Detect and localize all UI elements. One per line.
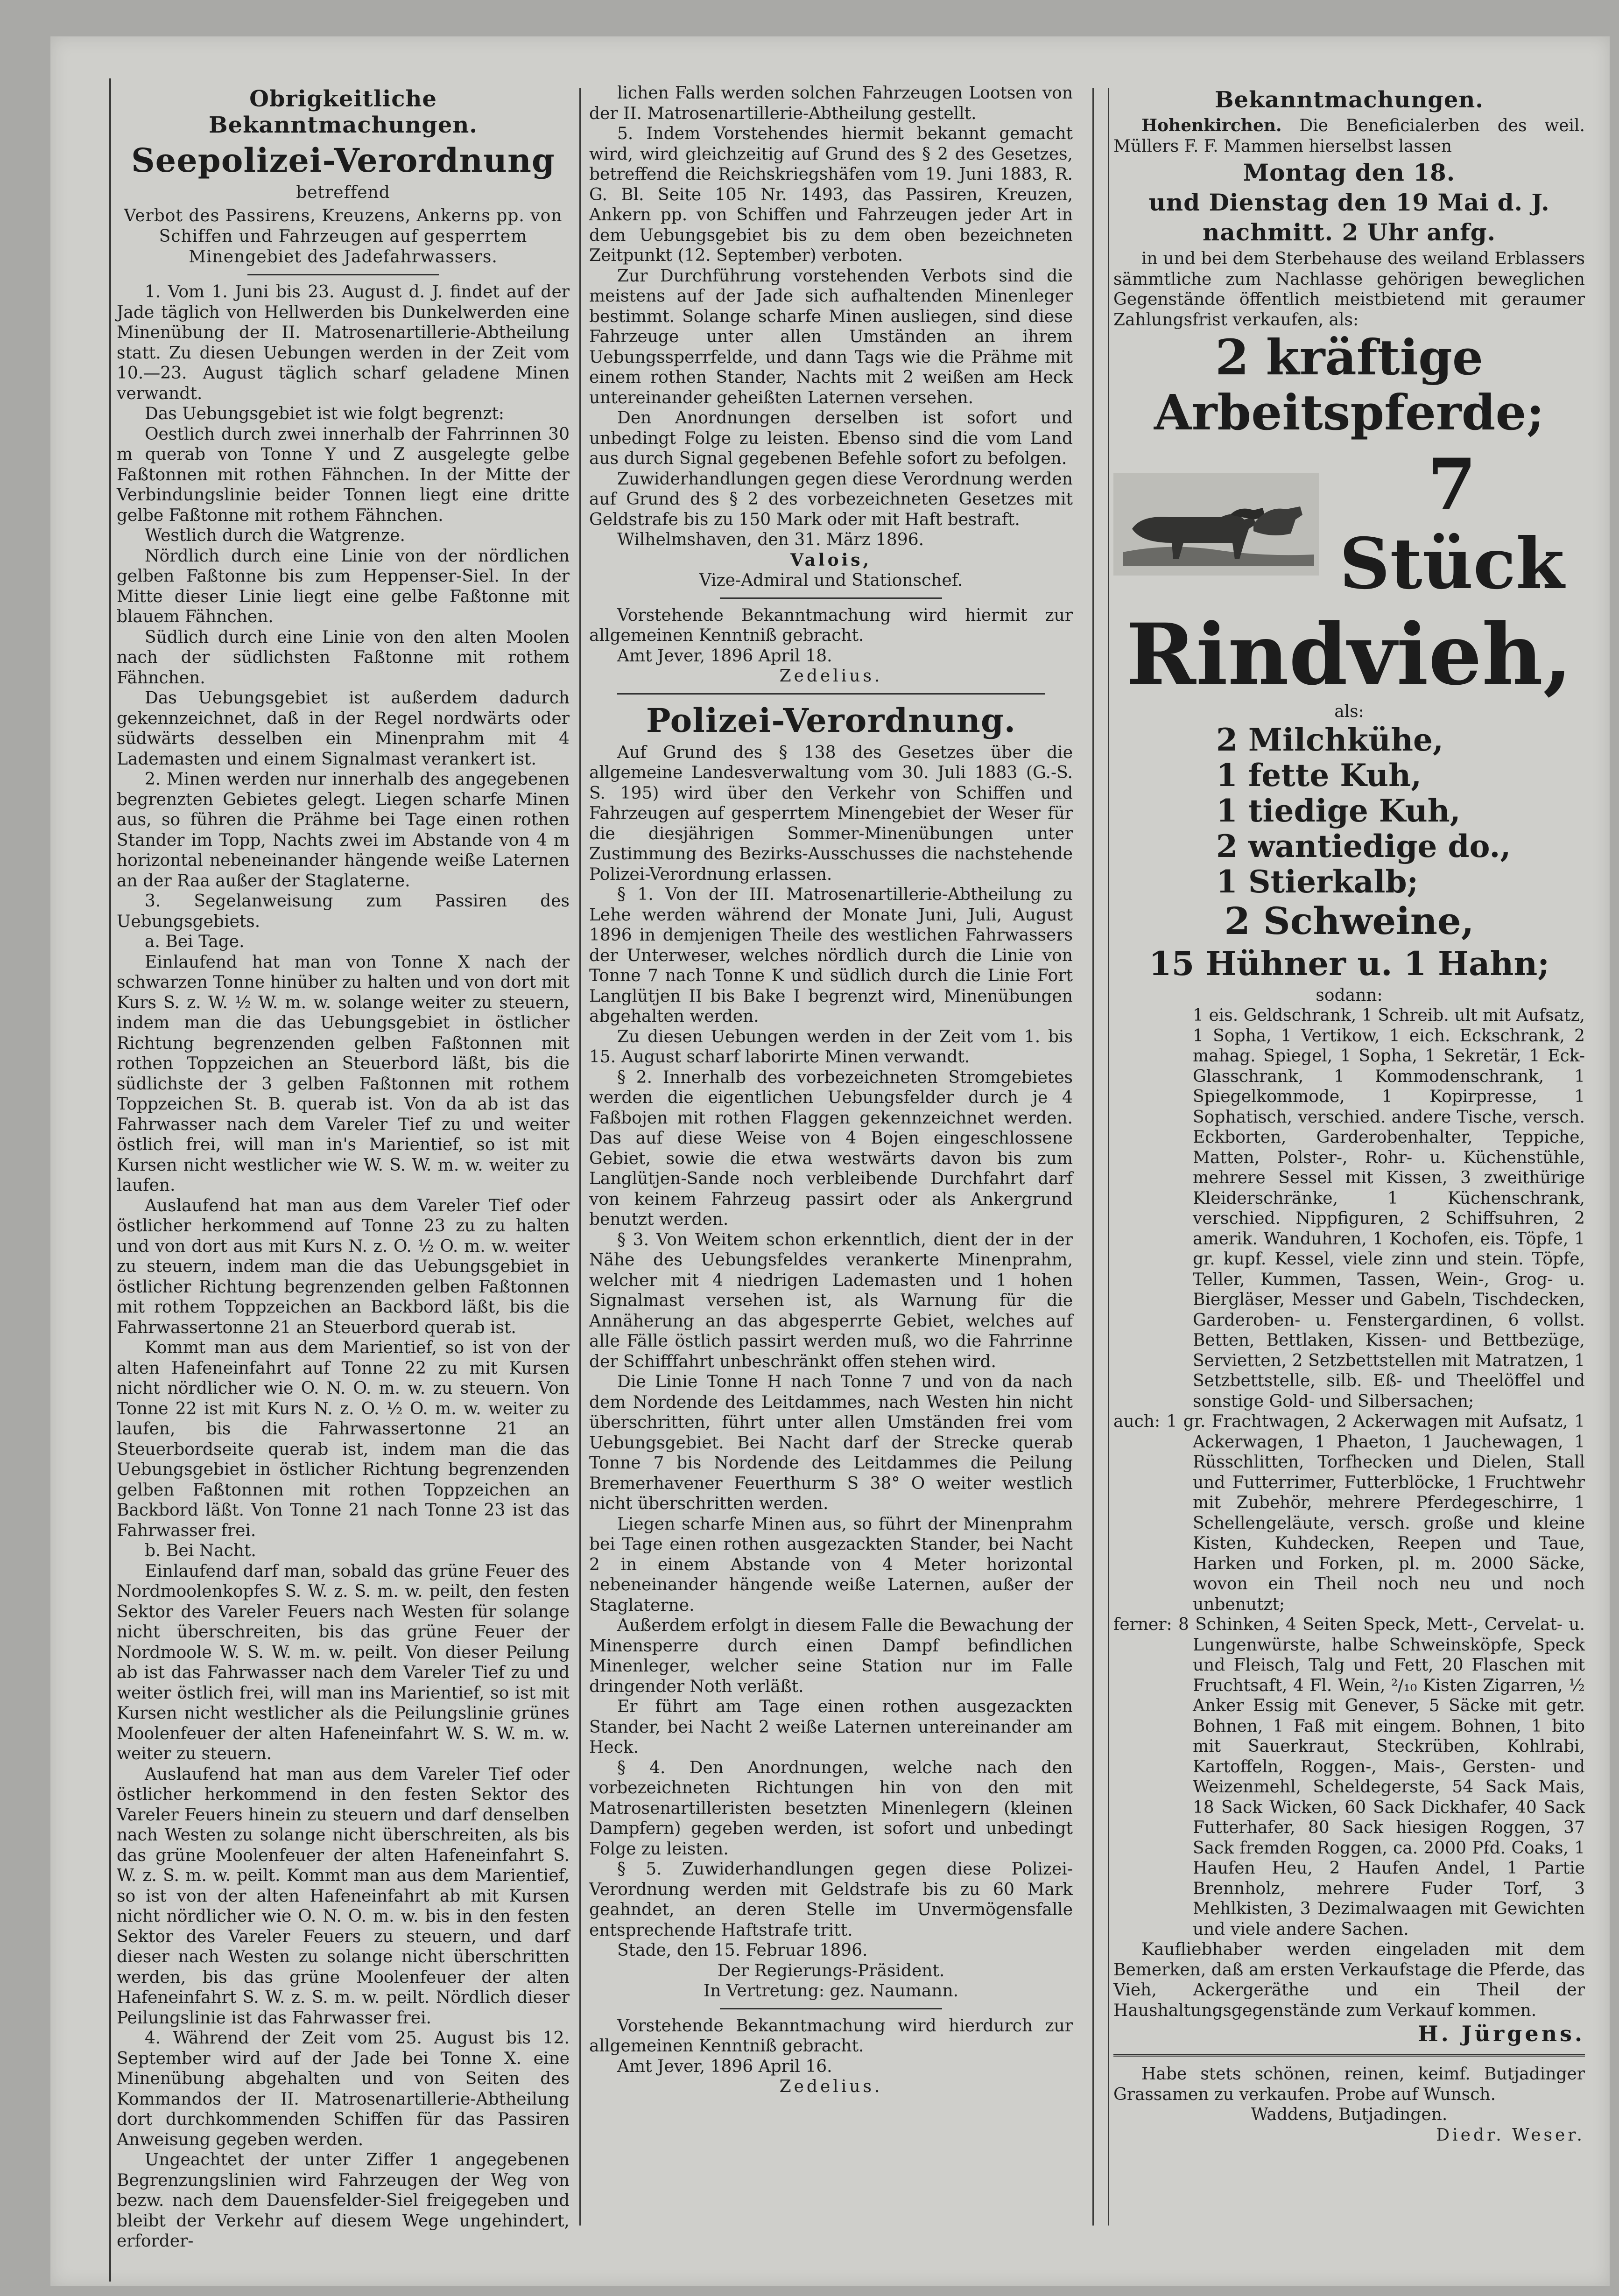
auch-label: auch: <box>1113 1412 1161 1431</box>
column-rule-1 <box>579 88 581 2226</box>
signer-name: Valois, <box>790 550 872 570</box>
seed-ad-text: Habe stets schönen, reinen, keimf. Butjadinger Grassamen zu verkaufen. Probe auf Wunsch. <box>1113 2064 1585 2104</box>
paragraph: 2. Minen werden nur innerhalb des angegebenen begrenzten Gebietes gelegt. Liegen scharfe Minen aus, so führen die Prähme bei Tage einen rothen Stander im Topp, Nachts zwei im Abstande von 4 m horizontal nebeneinander hängende weiße Laternen an der Raa außer der Staglaterne. <box>117 770 570 891</box>
seed-ad-place: Waddens, Butjadingen. <box>1251 2105 1448 2124</box>
paragraph: Südlich durch eine Linie von den alten Moolen nach der südlichsten Faßtonne mit rothem Fähnchen. <box>117 627 570 688</box>
ferner-text: 8 Schinken, 4 Seiten Speck, Mett-, Cervelat- u. Lungenwürste, halbe Schweinsköpfe, Speck und Fleisch, Talg und Fett, 20 Flaschen mit Fruchtsaft, 4 Fl. Wein, ²/₁₀ Kisten Zigarren, ½ Anker Essig mit Genever, 5 Säcke mit getr. Bohnen, 1 Faß mit eingem. Bohnen, 1 bito mit Sauerkraut, Steckrüben, Kohlrabi, Kartoffeln, Roggen-, Mais-, Gersten- und Weizenmehl, Scheldegerste, 54 Sack Mais, 18 Sack Wicken, 60 Sack Dickhafer, 40 Sack Futterhafer, 80 Sack hiesigen Roggen, 37 Sack fremden Roggen, ca. 2000 Pfd. Coaks, 1 Haufen Heu, 2 Haufen Andel, 1 Partie Brennholz, mehrere Fuder Torf, 3 Mehlkisten, 3 Dezimalwaagen mit Gewichten und viele andere Sachen. <box>1178 1615 1585 1939</box>
place-date: Stade, den 15. Februar 1896. <box>617 1941 868 1960</box>
office-signer: Zedelius. <box>779 2077 883 2096</box>
column-rule-left <box>109 78 111 2282</box>
notice-text: Vorstehende Bekanntmachung wird hierdurch zur allgemeinen Kenntniß gebracht. <box>589 2016 1073 2056</box>
paragraph: Kommt man aus dem Marientief, so ist von der alten Hafeneinfahrt auf Tonne 22 zu mit Kursen nicht nördlicher wie O. N. O. m. w. zu steuern. Von Tonne 22 ist mit Kurs N. z. O. ½ O. m. w. weiter zu laufen, bis die Fahrwassertonne 21 an Steuerbordseite querab ist, indem man die das Uebungsgebiet in östlicher Richtung begrenzenden gelben Faßtonnen mit rothen Toppzeichen an Backbord läßt. Von Tonne 21 nach Tonne 23 ist das Fahrwasser frei. <box>117 1338 570 1540</box>
paragraph: § 4. Den Anordnungen, welche nach den vorbezeichneten Richtungen hin von den mit Matrosenartilleristen besetzten Minenlegern (kleinen Dampfern) gegeben werden, ist sofort und unbedingt Folge zu leisten. <box>589 1758 1073 1859</box>
sodann-list: 1 eis. Geldschrank, 1 Schreib. ult mit Aufsatz, 1 Sopha, 1 Vertikow, 1 eich. Eckschrank, 2 mahag. Spiegel, 1 Sopha, 1 Sekretär, 1 Eck-Glasschrank, 1 Kommodenschrank, 1 Spiegelkommode, 1 Kopirpresse, 1 Sophatisch, verschied. andere Tische, versch. Eckborten, Garderobenhalter, Teppiche, Matten, Polster-, Rohr- u. Küchenstühle, mehrere Sessel mit Kissen, 3 zweithürige Kleiderschränke, 1 Küchenschrank, verschied. Nippfiguren, 2 Schiffsuhren, 2 amerik. Wanduhren, 1 Kochofen, eis. Töpfe, 1 gr. kupf. Kessel, viele zinn und stein. Töpfe, Teller, Kummen, Tassen, Wein-, Grog- u. Biergläser, Messer und Gabeln, Tischdecken, Garderoben- u. Fenstergardinen, 6 vollst. Betten, Bettlaken, Kissen- und Bettbezüge, Servietten, 2 Setzbettstellen mit Matratzen, 1 Setzbettstelle, silb. Eß- und Theelöffel und sonstige Gold- und Silbersachen; <box>1193 1006 1585 1411</box>
cattle-list-item: 1 tiedige Kuh, <box>1216 792 1461 829</box>
als-label: als: <box>1334 702 1364 721</box>
sodann-label: sodann: <box>1316 985 1383 1005</box>
divider <box>720 2008 942 2009</box>
paragraph: Oestlich durch zwei innerhalb der Fahrrinnen 30 m querab von Tonne Y und Z ausgelegte gelbe Faßtonnen mit rothen Fähnchen. In der Mitte der Verbindungslinie beider Tonnen liegt eine dritte gelbe Faßtonne mit rothem Fähnchen. <box>117 424 570 525</box>
paragraph: Den Anordnungen derselben ist sofort und unbedingt Folge zu leisten. Ebenso sind die vom Land aus durch Signal gegebenen Befehle sofort zu befolgen. <box>589 408 1073 468</box>
divider <box>720 597 942 599</box>
auch-list <box>1113 1411 1585 1615</box>
column-3 <box>1113 84 1585 2212</box>
headline-pigs: 2 Schweine, <box>1224 899 1474 943</box>
section-heading: Bekanntmachungen. <box>1215 87 1484 113</box>
cattle-row <box>1113 445 1585 604</box>
seed-ad-signer: Diedr. Weser. <box>1436 2125 1585 2145</box>
ordinance-subtitle-text: Verbot des Passirens, Kreuzens, Ankerns pp. von Schiffen und Fahrzeugen auf gesperrtem Minengebiet des Jadefahrwassers. <box>124 206 563 267</box>
paragraph: Einlaufend darf man, sobald das grüne Feuer des Nordmoolenkopfes S. W. z. S. m. w. peilt, den festen Sektor des Vareler Feuers nach Westen für solange nicht überschreiten, bis das grüne Feuer der Nordmoole W. S. W. m. w. peilt. Von dieser Peilung ab ist das Fahrwasser nach dem Vareler Tief zu und weiter östlich frei, will man ins Marientief, so ist mit Kursen nicht westlicher als die Peilungslinie grünes Moolenfeuer der alten Hafeneinfahrt W. S. W. m. w. weiter zu steuern. <box>117 1561 570 1763</box>
paragraph: Westlich durch die Watgrenze. <box>145 526 405 545</box>
section-heading: Obrigkeitliche Bekanntmachungen. <box>209 86 478 138</box>
paragraph: 4. Während der Zeit vom 25. August bis 12. September wird auf der Jade bei Tonne X. eine Minenübung abgehalten und von Seiten des Kommandos der II. Matrosenartillerie-Abtheilung dort durchkommenden Schiffen für das Passiren Anweisung gegeben werden. <box>117 2029 570 2149</box>
column-rule-2 <box>1092 88 1094 2226</box>
cattle-list-item: 2 Milchkühe, <box>1216 721 1443 758</box>
paragraph: 1. Vom 1. Juni bis 23. August d. J. findet auf der Jade täglich von Hellwerden bis Dunkelwerden eine Minenübung der II. Matrosenartillerie-Abtheilung statt. Zu diesen Uebungen werden in der Zeit vom 10.—23. August täglich scharf geladene Minen verwandt. <box>117 282 570 403</box>
ferner-list <box>1113 1615 1585 1939</box>
paragraph: Nördlich durch eine Linie von der nördlichen gelben Faßtonne bis zum Heppenser-Siel. In der Mitte dieser Linie liegt eine gelbe Faßtonne mit blauem Fähnchen. <box>117 546 570 626</box>
headline-horses-2: Arbeitspferde; <box>1154 384 1545 441</box>
headline-horses-1: 2 kräftige <box>1215 329 1483 386</box>
paragraph: a. Bei Tage. <box>145 932 245 951</box>
paragraph: Auslaufend hat man aus dem Vareler Tief oder östlicher herkommend in den festen Sektor des Vareler Feuers hinein zu steuern und darf denselben nach Westen zu solange nicht überschreiten, als bis das grüne Moolenfeuer der alten Hafeneinfahrt S. W. z. S. m. w. peilt. Kommt man aus dem Marientief, so ist von der alten Hafeneinfahrt ab mit Kursen nicht nördlicher wie O. N. O. m. w. bis in den festen Sektor des Vareler Feuers zu steuern, und darf dieser nach Westen zu solange nicht überschritten werden, bis das grüne Moolenfeuer der alten Hafeneinfahrt S. W. z. S. m. w. peilt. Nördlich dieser Peilungslinie ist das Fahrwasser frei. <box>117 1764 570 2028</box>
paragraph: Zuwiderhandlungen gegen diese Verordnung werden auf Grund des § 2 des vorbezeichneten Gesetzes mit Geldstrafe bis zu 150 Mark oder mit Haft bestraft. <box>589 469 1073 529</box>
paragraph: Auslaufend hat man aus dem Vareler Tief oder östlicher herkommend auf Tonne 23 zu zu halten und von dort aus mit Kurs N. z. O. ½ O. m. w. weiter zu steuern, indem man die das Uebungsgebiet in östlicher Richtung begrenzenden gelben Faßtonnen mit rothem Toppzeichen an Backbord läßt, bis die Fahrwassertonne 21 an Steuerbord querab ist. <box>117 1196 570 1337</box>
signer-title: Vize-Admiral und Stationschef. <box>699 571 963 590</box>
ferner-label: ferner: <box>1113 1615 1172 1634</box>
police-ordinance-body <box>589 743 1073 1941</box>
paragraph: 3. Segelanweisung zum Passiren des Uebungsgebiets. <box>117 892 570 931</box>
office-date: Amt Jever, 1896 April 16. <box>617 2057 832 2076</box>
paragraph: § 1. Von der III. Matrosenartillerie-Abtheilung zu Lehe werden während der Monate Juni, Juli, August 1896 in demjenigen Theile des westlichen Fahrwassers der Unterweser, welches nördlich durch die Linie von Tonne 7 nach Tonne K und südlich durch die Linie Fort Langlütjen II bis Bake I begrenzt wird, Minenübungen abgehalten werden. <box>589 885 1073 1026</box>
column-2 <box>589 83 1073 2207</box>
headline-poultry: 15 Hühner u. 1 Hahn; <box>1148 944 1550 983</box>
place-date: Wilhelmshaven, den 31. März 1896. <box>617 530 924 549</box>
paragraph: Einlaufend hat man von Tonne X nach der schwarzen Tonne hinüber zu halten und von dort mit Kurs S. z. W. ½ W. m. w. solange weiter zu steuern, indem man die das Uebungsgebiet in östlicher Richtung begrenzenden gelben Faßtonnen mit rothen Toppzeichen an Steuerbord läßt, bis die südlichste der 3 gelben Faßtonnen mit rothem Toppzeichen St. B. querab ist. Von da ab ist das Fahrwasser nach dem Vareler Tief zu und weiter östlich frei, will man in's Marientief, so ist mit Kursen nicht westlicher wie W. S. W. m. w. weiter zu laufen. <box>117 952 570 1195</box>
column-rule-3a <box>1108 88 1109 2226</box>
cattle-list <box>1113 722 1585 899</box>
cattle-list-item: 1 fette Kuh, <box>1216 757 1422 793</box>
paragraph: b. Bei Nacht. <box>145 1541 256 1560</box>
notice-text: Vorstehende Bekanntmachung wird hiermit zur allgemeinen Kenntniß gebracht. <box>589 605 1073 645</box>
column-1 <box>117 83 570 2251</box>
intro-place: Hohenkirchen. <box>1141 116 1282 135</box>
signer-name: In Vertretung: gez. Naumann. <box>703 1981 959 2001</box>
intro-text-2: in und bei dem Sterbehause des weiland Erblassers sämmtliche zum Nachlasse gehörigen beweglichen Gegenstände öffentlich meistbietend mit geraumer Zahlungsfrist verkaufen, als: <box>1113 249 1585 330</box>
paragraph: Zu diesen Uebungen werden in der Zeit vom 1. bis 15. August scharf laborirte Minen verwandt. <box>589 1027 1073 1067</box>
auch-text: 1 gr. Frachtwagen, 2 Ackerwagen mit Aufsatz, 1 Ackerwagen, 1 Phaeton, 1 Jauchewagen, 1 Rüsschlitten, Torfhecken und Dielen, Stall und Futterrimer, Futterblöcke, 1 Fruchtwehr mit Zubehör, mehrere Pferdegeschirre, 1 Schellengeläute, versch. große und kleine Kisten, Kuhdecken, Reepen und Taue, Harken und Forken, pl. m. 2000 Säcke, wovon ein Theil noch neu und noch unbenutzt; <box>1166 1412 1585 1614</box>
office-signer: Zedelius. <box>779 667 883 686</box>
intro-text: Die Beneficialerben des weil. Müllers F. F. Mammen hierselbst lassen <box>1113 116 1585 156</box>
ordinance-continued <box>589 83 1073 530</box>
cattle-list-item: 2 wantiedige do., <box>1216 828 1511 864</box>
closing-text: Kaufliebhaber werden eingeladen mit dem Bemerken, daß am ersten Verkaufstage die Pferde, das Vieh, Ackergeräthe und ein Theil der Haushaltungsgegenstände zum Verkauf kommen. <box>1113 1940 1585 2020</box>
paragraph: Ungeachtet der unter Ziffer 1 angegebenen Begrenzungslinien wird Fahrzeugen der Weg von bezw. nach dem Dauensfelder-Siel freigegeben und bleibt der Verkehr auf diesem Wege ungehindert, erforder- <box>117 2150 570 2251</box>
office-date: Amt Jever, 1896 April 18. <box>617 646 832 666</box>
police-ordinance-title: Polizei-Verordnung. <box>646 701 1016 740</box>
paragraph: Er führt am Tage einen rothen ausgezackten Stander, bei Nacht 2 weiße Laternen untereinander am Heck. <box>589 1697 1073 1757</box>
paragraph: Zur Durchführung vorstehenden Verbots sind die meistens auf der Jade sich aufhaltenden Minenleger bestimmt. Solange scharfe Minen ausliegen, sind diese Fahrzeuge unter allen Umständen an ihrem Uebungssperrfelde, und dann Tags wie die Prähme mit einem rothen Stander, Nachts mit 2 weißen am Heck untereinander geheißten Laternen versehen. <box>589 266 1073 407</box>
divider <box>247 274 439 275</box>
paragraph: Außerdem erfolgt in diesem Falle die Bewachung der Minensperre durch einen Dampf befindlichen Minenleger, welcher seine Station nur im Falle dringender Noth verläßt. <box>589 1616 1073 1696</box>
cattle-illustration-icon <box>1113 473 1319 576</box>
paragraph: § 2. Innerhalb des vorbezeichneten Stromgebietes werden die eigentlichen Uebungsfelder durch je 4 Faßbojen mit rothen Flaggen gekennzeichnet werden. Das auf diese Weise von 4 Bojen eingeschlossene Gebiet, sowie die etwa westwärts davon bis zum Langlütjen-Sande noch verbleibende Durchfahrt darf von keinem Fahrzeug passirt oder als Ankergrund benutzt werden. <box>589 1067 1073 1229</box>
paragraph: § 3. Von Weitem schon erkenntlich, dient der in der Nähe des Uebungsfeldes verankerte Minenprahm, welcher mit 4 niedrigen Lademasten und 1 hohen Signalmast versehen ist, als Warnung für die Annäherung an das abgesperrte Gebiet, welches auf alle Fälle östlich passirt werden muß, wo die Fahrrinne der Schifffahrt unbeschränkt offen stehen wird. <box>589 1230 1073 1371</box>
date-line-3: nachmitt. 2 Uhr anfg. <box>1203 218 1496 246</box>
ordinance-title: Seepolizei-Verordnung <box>131 141 555 180</box>
paragraph: Das Uebungsgebiet ist wie folgt begrenzt: <box>145 404 505 423</box>
date-line-2: und Dienstag den 19 Mai d. J. <box>1148 189 1550 216</box>
paragraph: 5. Indem Vorstehendes hiermit bekannt gemacht wird, wird gleichzeitig auf Grund des § 2 des Gesetzes, betreffend die Reichskriegshäfen vom 19. Juni 1883, R. G. Bl. Seite 105 Nr. 1493, das Passiren, Kreuzen, Ankern pp. von Schiffen und Fahrzeugen jeder Art in dem Uebungsgebiet bis zu dem oben bezeichneten Zeitpunkt (12. September) verboten. <box>589 124 1073 265</box>
paragraph: lichen Falls werden solchen Fahrzeugen Lootsen von der II. Matrosenartillerie-Abtheilung gestellt. <box>589 84 1073 123</box>
date-line-1: Montag den 18. <box>1243 159 1456 186</box>
headline-cattle: Rindvieh, <box>1126 605 1572 704</box>
divider <box>1113 2054 1585 2057</box>
headline-cattle-count: 7 Stück <box>1339 443 1564 605</box>
paragraph: Das Uebungsgebiet ist außerdem dadurch gekennzeichnet, daß in der Regel nordwärts oder südwärts desselben ein Minenprahm mit 4 Lademasten und einem Signalmast verankert ist. <box>117 688 570 769</box>
cattle-list-item: 1 Stierkalb; <box>1216 863 1418 900</box>
paragraph: Liegen scharfe Minen aus, so führt der Minenprahm bei Tage einen rothen ausgezackten Stander, bei Nacht 2 in einem Abstande von 4 Meter horizontal nebeneinander hängende weiße Laternen, außer der Staglaterne. <box>589 1514 1073 1615</box>
ordinance-subtitle: betreffend <box>296 183 390 202</box>
paragraph: Die Linie Tonne H nach Tonne 7 und von da nach dem Nordende des Leitdammes, nach Westen hin nicht überschritten, führt unter allen Umständen frei vom Uebungsgebiet. Bei Nacht darf der Strecke querab Tonne 7 bis Nordende des Leitdammes die Peilung Bremerhavener Feuerthurm S 38° O weiter westlich nicht überschritten werden. <box>589 1372 1073 1513</box>
signer-title: Der Regierungs-Präsident. <box>717 1961 945 1980</box>
paragraph: Auf Grund des § 138 des Gesetzes über die allgemeine Landesverwaltung vom 30. Juli 1883 (G.-S. S. 195) wird über den Verkehr von Schiffen und Fahrzeugen auf gesperrtem Minengebiet der Weser für die diesjährigen Sommer-Minenübungen unter Zustimmung des Bezirks-Ausschusses die nachstehende Polizei-Verordnung erlassen. <box>589 743 1073 884</box>
ordinance-body <box>117 282 570 2252</box>
divider <box>617 693 1045 695</box>
paragraph: § 5. Zuwiderhandlungen gegen diese Polizei-Verordnung werden mit Geldstrafe bis zu 60 Mark geahndet, an deren Stelle im Unvermögensfalle entsprechende Haftstrafe tritt. <box>589 1860 1073 1940</box>
auction-signer: H. Jürgens. <box>1418 2021 1585 2046</box>
